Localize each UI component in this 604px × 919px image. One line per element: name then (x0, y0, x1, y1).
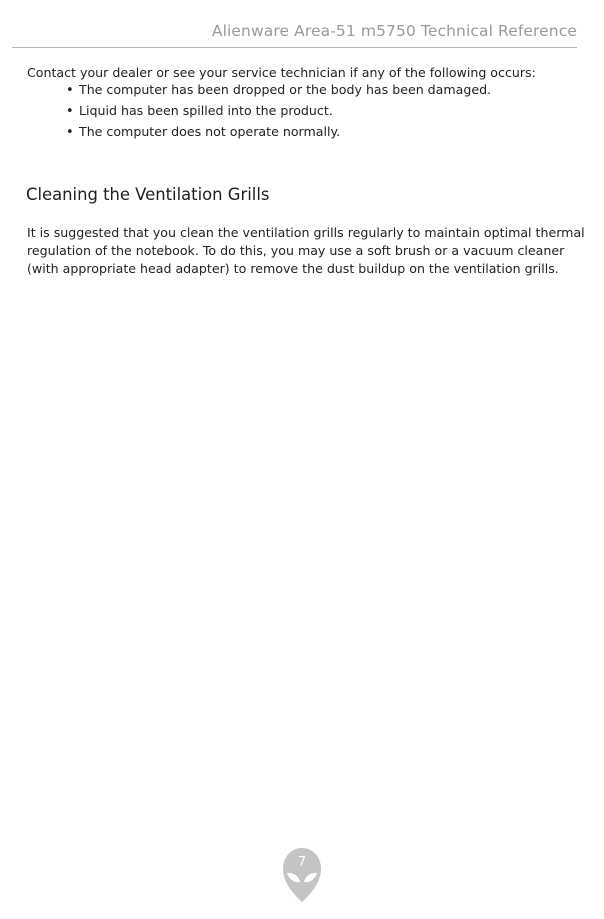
list-item (66, 81, 491, 102)
list-item (66, 102, 491, 123)
bullet-list (66, 81, 491, 144)
page-header-title: Alienware Area-51 m5750 Technical Reference (211, 22, 577, 40)
paragraph-line: regulation of the notebook. To do this, you may use a soft brush or a vacuum cleaner (27, 243, 565, 258)
page-number: 7 (297, 855, 307, 870)
intro-text: Contact your dealer or see your service technician if any of the following occurs: (27, 65, 536, 80)
bullet-icon: • (66, 125, 74, 140)
bullet-icon: • (66, 83, 74, 98)
paragraph-line: It is suggested that you clean the ventilation grills regularly to maintain optimal thermal (27, 225, 585, 240)
section-paragraph (27, 224, 585, 278)
paragraph-line: (with appropriate head adapter) to remove the dust buildup on the ventilation grills. (27, 261, 559, 276)
list-item-text: The computer does not operate normally. (79, 124, 341, 139)
section-heading: Cleaning the Ventilation Grills (26, 185, 270, 204)
list-item-text: The computer has been dropped or the body has been damaged. (79, 82, 492, 97)
header-divider (12, 47, 577, 48)
bullet-icon: • (66, 104, 74, 119)
list-item-text: Liquid has been spilled into the product. (79, 103, 333, 118)
list-item (66, 123, 491, 144)
